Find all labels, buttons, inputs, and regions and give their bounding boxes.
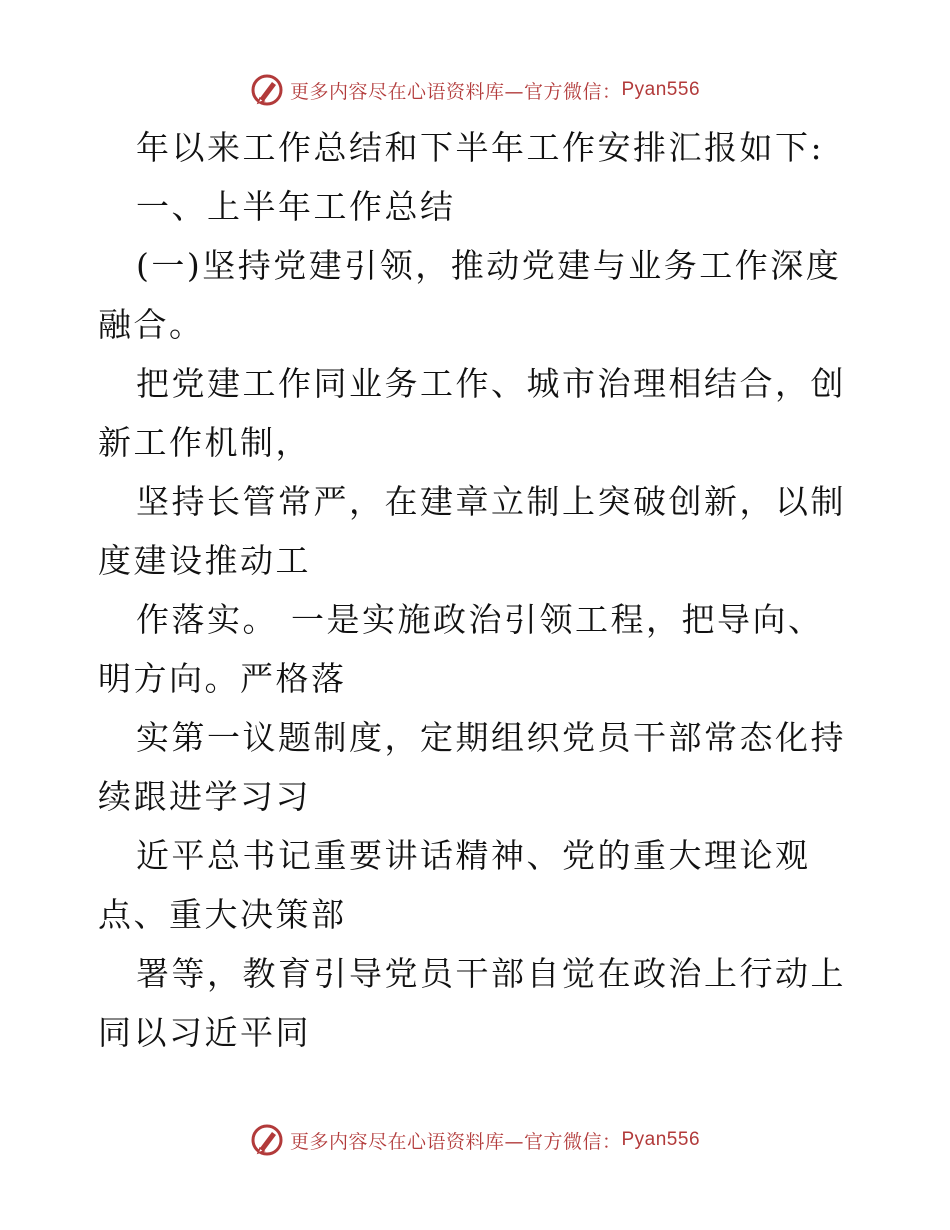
watermark-wechat-id: Pyan556 (621, 79, 701, 100)
watermark-wechat-id: Pyan556 (621, 1129, 701, 1150)
watermark-text: 更多内容尽在心语资料库—官方微信： (289, 1130, 622, 1153)
document-body (98, 118, 858, 1062)
subsection-heading: (一)坚持党建引领，推动党建与业务工作深度融合。 (98, 246, 842, 344)
pen-logo-icon (250, 73, 284, 107)
paragraph: 坚持长管常严，在建章立制上突破创新，以制度建设推动工 (98, 482, 846, 580)
watermark-header (0, 70, 950, 110)
paragraph: 近平总书记重要讲话精神、党的重大理论观点、重大决策部 (98, 836, 811, 934)
pen-logo-icon (250, 1123, 284, 1157)
watermark-text: 更多内容尽在心语资料库—官方微信： (289, 80, 622, 103)
paragraph: 署等，教育引导党员干部自觉在政治上行动上同以习近平同 (98, 954, 846, 1052)
paragraph: 实第一议题制度，定期组织党员干部常态化持续跟进学习习 (98, 718, 846, 816)
watermark-footer (0, 1120, 950, 1160)
section-heading: 一、上半年工作总结 (136, 187, 456, 226)
paragraph-intro: 年以来工作总结和下半年工作安排汇报如下: (136, 128, 825, 167)
paragraph: 把党建工作同业务工作、城市治理相结合，创新工作机制， (98, 364, 846, 462)
paragraph: 作落实。 一是实施政治引领工程，把导向、明方向。严格落 (98, 600, 824, 698)
